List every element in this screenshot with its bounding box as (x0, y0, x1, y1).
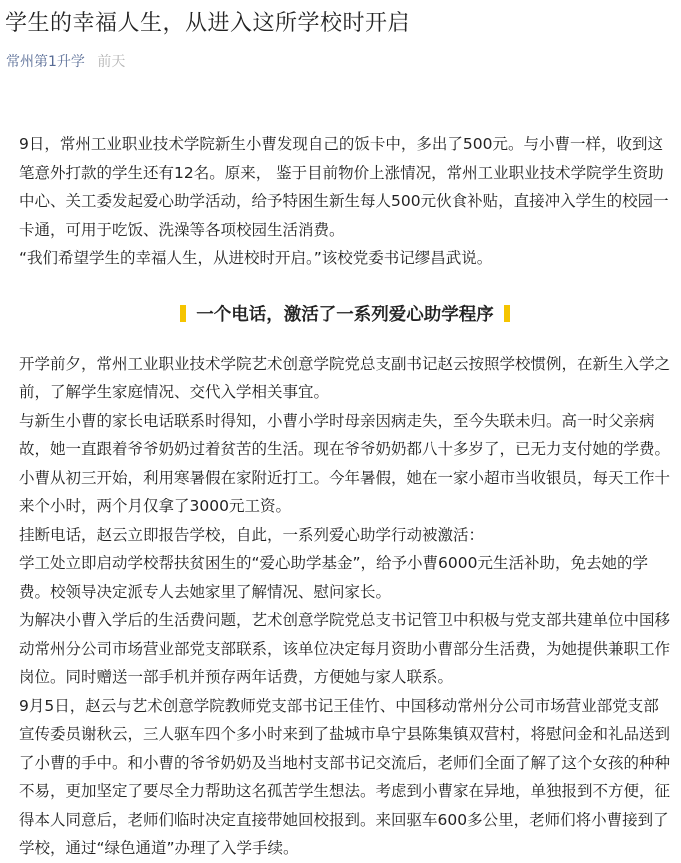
body-paragraph: 学工处立即启动学校帮扶贫困生的“爱心助学基金”，给予小曹6000元生活补助，免去她的学费。校领导决定派专人去她家里了解情况、慰问家长。 (19, 554, 649, 601)
article-body (19, 130, 671, 863)
section-heading-text: 一个电话，激活了一系列爱心助学程序 (196, 304, 494, 325)
article-title: 学生的幸福人生，从进入这所学校时开启 (5, 11, 411, 36)
body-paragraph: 为解决小曹入学后的生活费问题，艺术创意学院党总支书记管卫中积极与党支部共建单位中国移动常州分公司市场营业部党支部联系，该单位决定每月资助小曹部分生活费，为她提供兼职工作岗位。同时赠送一部手机并预存两年话费，方便她与家人联系。 (19, 611, 671, 686)
heading-left-bar (180, 305, 186, 322)
body-paragraph: 与新生小曹的家长电话联系时得知，小曹小学时母亲因病走失，至今失联未归。高一时父亲病故，她一直跟着爷爷奶奶过着贫苦的生活。现在爷爷奶奶都八十多岁了，已无力支付她的学费。小曹从初三开始，利用寒暑假在家附近打工。今年暑假，她在一家小超市当收银员，每天工作十来个小时，两个月仅拿了3000元工资。 (19, 411, 671, 515)
publish-time: 前天 (97, 54, 126, 70)
body-paragraph: 挂断电话，赵云立即报告学校，自此，一系列爱心助学行动被激活： (19, 525, 485, 544)
section-heading (19, 300, 671, 330)
article-meta (6, 52, 125, 72)
heading-right-bar (504, 305, 510, 322)
body-paragraph: 开学前夕，常州工业职业技术学院艺术创意学院党总支副书记赵云按照学校惯例，在新生入学之前，了解学生家庭情况、交代入学相关事宜。 (19, 354, 671, 401)
intro-paragraph: 9日，常州工业职业技术学院新生小曹发现自己的饭卡中，多出了500元。与小曹一样，收到这笔意外打款的学生还有12名。原来， 鉴于目前物价上涨情况，常州工业职业技术学院学生资助中心、关工委发起爱心助学活动，给予特困生新生每人500元伙食补贴，直接冲入学生的校园一卡通，可用于吃饭、洗澡等各项校园生活消费。 (19, 135, 669, 239)
account-name-link[interactable]: 常州第1升学 (6, 54, 85, 70)
quote-paragraph: “我们希望学生的幸福人生，从进校时开启。”该校党委书记缪昌武说。 (19, 249, 493, 267)
body-paragraph: 9月5日，赵云与艺术创意学院教师党支部书记王佳竹、中国移动常州分公司市场营业部党支部宣传委员谢秋云，三人驱车四个多小时来到了盐城市阜宁县陈集镇双营村，将慰问金和礼品送到了小曹的手中。和小曹的爷爷奶奶及当地村支部书记交流后，老师们全面了解了这个女孩的种种不易，更加坚定了要尽全力帮助这名孤苦学生想法。考虑到小曹家在异地，单独报到不方便，征得本人同意后，老师们临时决定直接带她回校报到。来回驱车600多公里，老师们将小曹接到了学校，通过“绿色通道”办理了入学手续。 (19, 696, 671, 857)
